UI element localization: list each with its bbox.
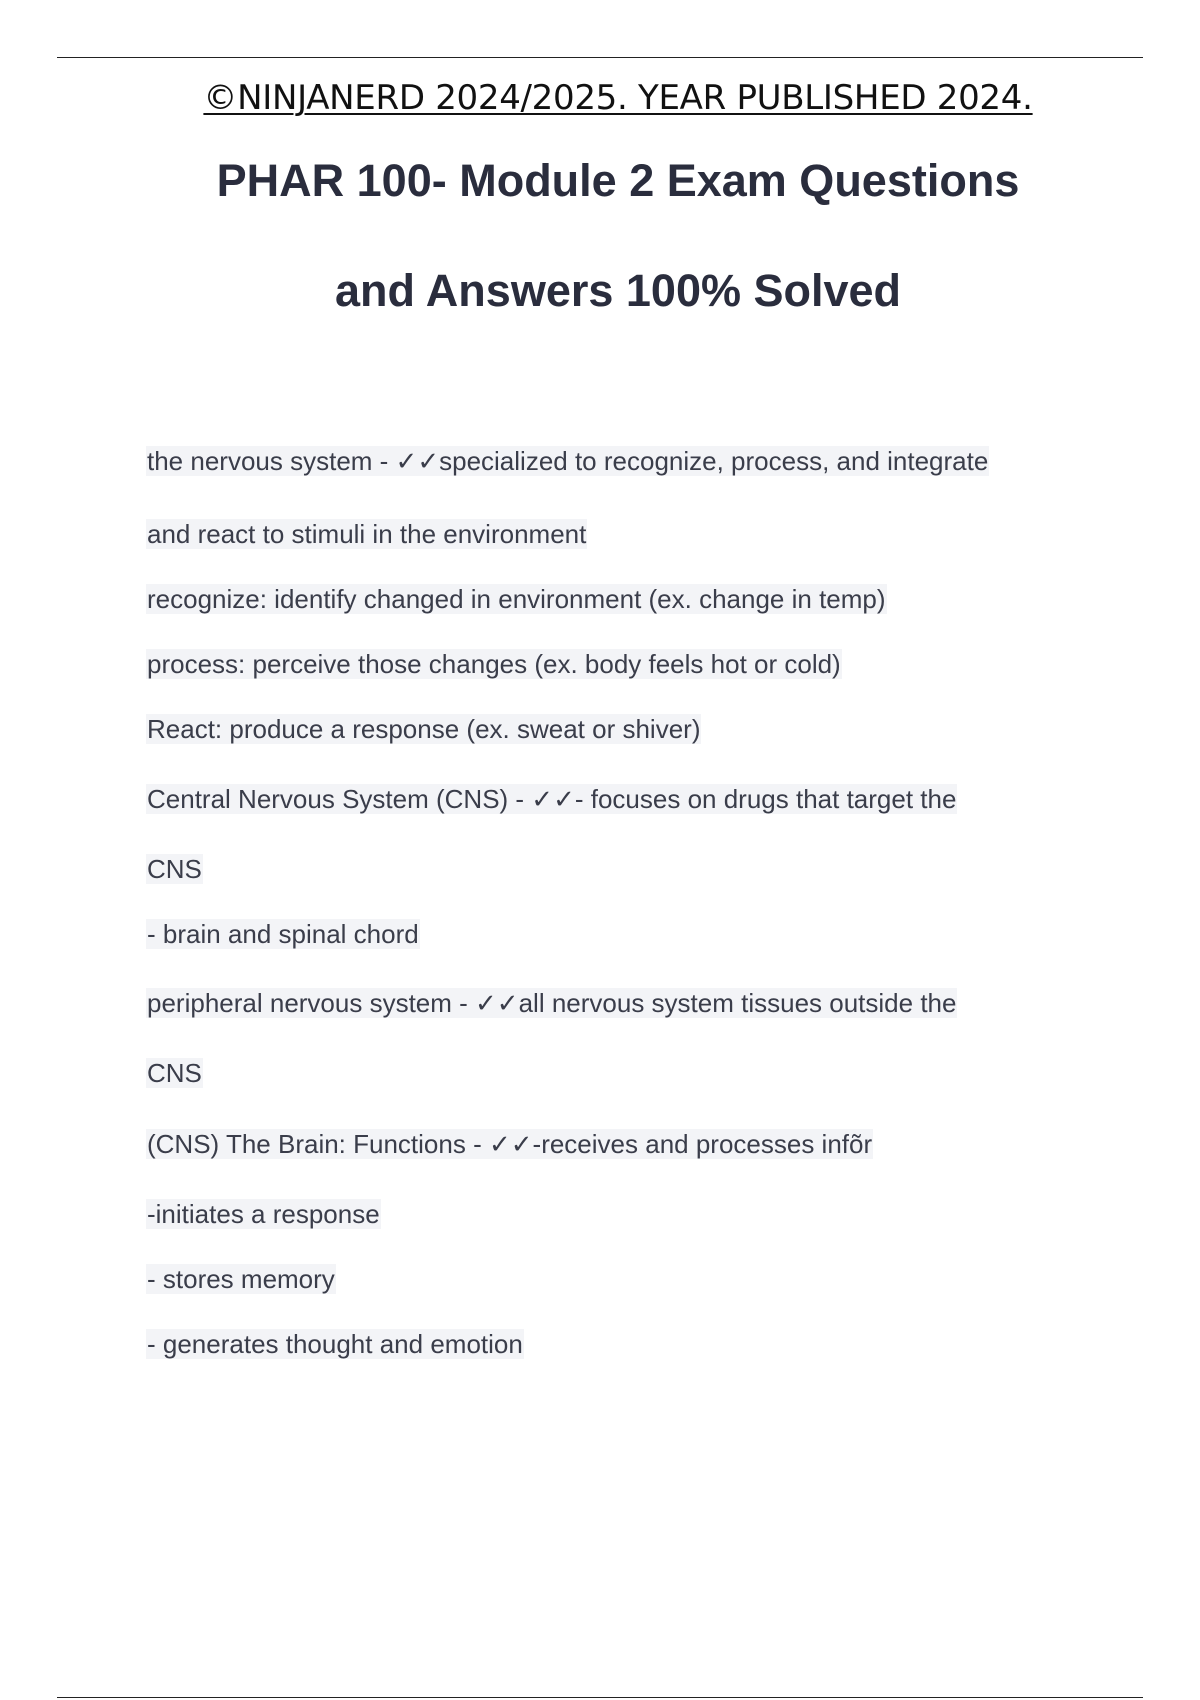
text-line: peripheral nervous system - ✓✓all nervous system tissues outside the (147, 988, 957, 1018)
text-line: Central Nervous System (CNS) - ✓✓- focuses on drugs that target the (147, 784, 957, 814)
text-line: process: perceive those changes (ex. body feels hot or cold) (147, 649, 841, 679)
text-line: - stores memory (147, 1264, 335, 1294)
text-line: CNS (147, 1058, 202, 1088)
copyright-header (0, 78, 1200, 118)
document-title-line-2: and Answers 100% Solved (334, 265, 902, 316)
text-line: - brain and spinal chord (147, 919, 419, 949)
text-line: - generates thought and emotion (147, 1329, 523, 1359)
text-line: the nervous system - ✓✓specialized to recognize, process, and integrate (147, 446, 989, 476)
text-line: -initiates a response (147, 1199, 380, 1229)
text-line: (CNS) The Brain: Functions - ✓✓-receives and processes infõr (147, 1129, 873, 1159)
document-title-line-1: PHAR 100- Module 2 Exam Questions (216, 155, 1020, 206)
text-line: recognize: identify changed in environment (ex. change in temp) (147, 584, 886, 614)
bottom-rule (57, 1697, 1143, 1698)
text-line: React: produce a response (ex. sweat or shiver) (147, 714, 701, 744)
text-line: and react to stimuli in the environment (147, 519, 587, 549)
text-line: CNS (147, 854, 202, 884)
copyright-text: ©NINJANERD 2024/2025. YEAR PUBLISHED 2024. (203, 78, 1033, 118)
top-rule (57, 57, 1143, 58)
